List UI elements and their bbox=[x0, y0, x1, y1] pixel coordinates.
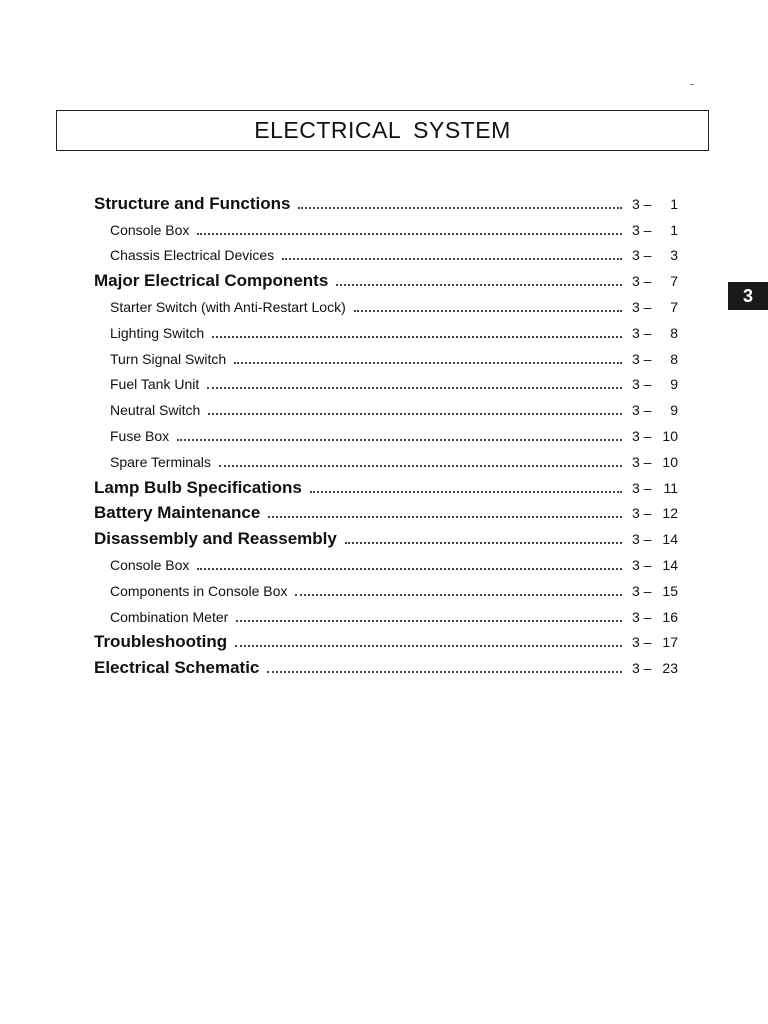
toc-page-ref bbox=[632, 222, 678, 238]
toc-chapter-prefix: 3 – bbox=[632, 505, 652, 522]
toc-dot-leader bbox=[298, 206, 622, 209]
toc-page-ref bbox=[632, 557, 678, 573]
toc-section-row bbox=[94, 191, 678, 217]
toc-entry-label: Turn Signal Switch bbox=[94, 351, 230, 367]
toc-page-ref bbox=[632, 583, 678, 599]
section-title-box bbox=[56, 110, 709, 151]
toc-chapter-prefix: 3 – bbox=[632, 402, 652, 419]
toc-section-row bbox=[94, 630, 678, 656]
toc-dot-leader bbox=[197, 567, 622, 570]
toc-dot-leader bbox=[267, 670, 622, 673]
toc-page-ref bbox=[632, 634, 678, 650]
toc-entry-label: Battery Maintenance bbox=[94, 503, 264, 523]
toc-dot-leader bbox=[234, 361, 622, 364]
toc-subsection-row bbox=[94, 552, 678, 578]
toc-entry-label: Chassis Electrical Devices bbox=[94, 247, 278, 263]
toc-chapter-prefix: 3 – bbox=[632, 660, 652, 677]
chapter-tab-number: 3 bbox=[742, 285, 753, 306]
toc-subsection-row bbox=[94, 243, 678, 269]
toc-dot-leader bbox=[197, 232, 622, 235]
toc-dot-leader bbox=[212, 335, 622, 338]
toc-page-number: 1 bbox=[670, 195, 678, 212]
toc-page-ref bbox=[632, 299, 678, 315]
toc-page-ref bbox=[632, 402, 678, 418]
toc-page-number: 8 bbox=[670, 324, 678, 341]
toc-dot-leader bbox=[208, 412, 622, 415]
toc-chapter-prefix: 3 – bbox=[632, 299, 652, 316]
toc-page-number: 10 bbox=[662, 453, 678, 470]
toc-entry-label: Spare Terminals bbox=[94, 454, 215, 470]
toc-page-ref bbox=[632, 531, 678, 547]
toc-page-number: 14 bbox=[662, 557, 678, 574]
toc-section-row bbox=[94, 268, 678, 294]
toc-entry-label: Structure and Functions bbox=[94, 194, 294, 214]
toc-page-number: 9 bbox=[670, 376, 678, 393]
toc-page-number: 7 bbox=[670, 273, 678, 290]
toc-chapter-prefix: 3 – bbox=[632, 608, 652, 625]
toc-entry-label: Major Electrical Components bbox=[94, 271, 332, 291]
toc-subsection-row bbox=[94, 604, 678, 630]
scan-speck bbox=[690, 84, 694, 85]
toc-page-number: 16 bbox=[662, 608, 678, 625]
toc-section-row bbox=[94, 526, 678, 552]
toc-page-ref bbox=[632, 480, 678, 496]
toc-page-ref bbox=[632, 247, 678, 263]
toc-chapter-prefix: 3 – bbox=[632, 634, 652, 651]
toc-dot-leader bbox=[207, 386, 622, 389]
toc-page-number: 9 bbox=[670, 402, 678, 419]
toc-subsection-row bbox=[94, 449, 678, 475]
toc-page-number: 11 bbox=[663, 479, 678, 496]
toc-entry-label: Console Box bbox=[94, 222, 193, 238]
toc-dot-leader bbox=[177, 438, 622, 441]
toc-chapter-prefix: 3 – bbox=[632, 247, 652, 264]
toc-dot-leader bbox=[354, 309, 622, 312]
toc-entry-label: Electrical Schematic bbox=[94, 658, 263, 678]
toc-dot-leader bbox=[236, 619, 622, 622]
toc-entry-label: Console Box bbox=[94, 557, 193, 573]
toc-subsection-row bbox=[94, 217, 678, 243]
toc-page-number: 23 bbox=[662, 660, 678, 677]
toc-chapter-prefix: 3 – bbox=[632, 376, 652, 393]
toc-dot-leader bbox=[310, 490, 622, 493]
toc-page-number: 3 bbox=[670, 247, 678, 264]
toc-chapter-prefix: 3 – bbox=[632, 479, 652, 496]
toc-chapter-prefix: 3 – bbox=[632, 453, 652, 470]
toc-dot-leader bbox=[235, 644, 622, 647]
toc-page-ref bbox=[632, 660, 678, 676]
toc-page-ref bbox=[632, 351, 678, 367]
toc-page-number: 17 bbox=[662, 634, 678, 651]
toc-entry-label: Starter Switch (with Anti-Restart Lock) bbox=[94, 299, 350, 315]
toc-subsection-row bbox=[94, 320, 678, 346]
toc-entry-label: Lighting Switch bbox=[94, 325, 208, 341]
toc-chapter-prefix: 3 – bbox=[632, 324, 652, 341]
toc-page-number: 1 bbox=[670, 221, 678, 238]
section-title: ELECTRICAL SYSTEM bbox=[254, 117, 511, 143]
toc-dot-leader bbox=[268, 515, 622, 518]
toc-chapter-prefix: 3 – bbox=[632, 221, 652, 238]
toc-section-row bbox=[94, 475, 678, 501]
toc-entry-label: Neutral Switch bbox=[94, 402, 204, 418]
toc-page-number: 10 bbox=[662, 428, 678, 445]
toc-section-row bbox=[94, 655, 678, 681]
toc-entry-label: Fuel Tank Unit bbox=[94, 376, 203, 392]
toc-entry-label: Combination Meter bbox=[94, 609, 232, 625]
toc-section-row bbox=[94, 501, 678, 527]
toc-entry-label: Disassembly and Reassembly bbox=[94, 529, 341, 549]
toc-dot-leader bbox=[336, 283, 622, 286]
toc-chapter-prefix: 3 – bbox=[632, 557, 652, 574]
toc-subsection-row bbox=[94, 423, 678, 449]
toc-entry-label: Components in Console Box bbox=[94, 583, 291, 599]
toc-dot-leader bbox=[219, 464, 622, 467]
toc-page-ref bbox=[632, 428, 678, 444]
toc-subsection-row bbox=[94, 578, 678, 604]
chapter-tab bbox=[728, 282, 768, 310]
toc-subsection-row bbox=[94, 372, 678, 398]
toc-entry-label: Fuse Box bbox=[94, 428, 173, 444]
toc-dot-leader bbox=[282, 257, 622, 260]
toc-chapter-prefix: 3 – bbox=[632, 195, 652, 212]
toc-dot-leader bbox=[295, 593, 622, 596]
toc-page-ref bbox=[632, 325, 678, 341]
toc-chapter-prefix: 3 – bbox=[632, 428, 652, 445]
toc-page-ref bbox=[632, 609, 678, 625]
toc-page-ref bbox=[632, 454, 678, 470]
toc-chapter-prefix: 3 – bbox=[632, 350, 652, 367]
toc-page-number: 15 bbox=[662, 582, 678, 599]
toc-page-number: 14 bbox=[662, 531, 678, 548]
toc-page-ref bbox=[632, 273, 678, 289]
toc-page-number: 12 bbox=[662, 505, 678, 522]
toc-subsection-row bbox=[94, 397, 678, 423]
table-of-contents bbox=[94, 191, 678, 681]
toc-page-ref bbox=[632, 196, 678, 212]
toc-page-number: 7 bbox=[670, 299, 678, 316]
toc-chapter-prefix: 3 – bbox=[632, 582, 652, 599]
toc-page-number: 8 bbox=[670, 350, 678, 367]
toc-page-ref bbox=[632, 505, 678, 521]
toc-subsection-row bbox=[94, 346, 678, 372]
toc-chapter-prefix: 3 – bbox=[632, 273, 652, 290]
toc-chapter-prefix: 3 – bbox=[632, 531, 652, 548]
toc-entry-label: Troubleshooting bbox=[94, 632, 231, 652]
toc-subsection-row bbox=[94, 294, 678, 320]
toc-page-ref bbox=[632, 376, 678, 392]
toc-entry-label: Lamp Bulb Specifications bbox=[94, 478, 306, 498]
toc-dot-leader bbox=[345, 541, 622, 544]
